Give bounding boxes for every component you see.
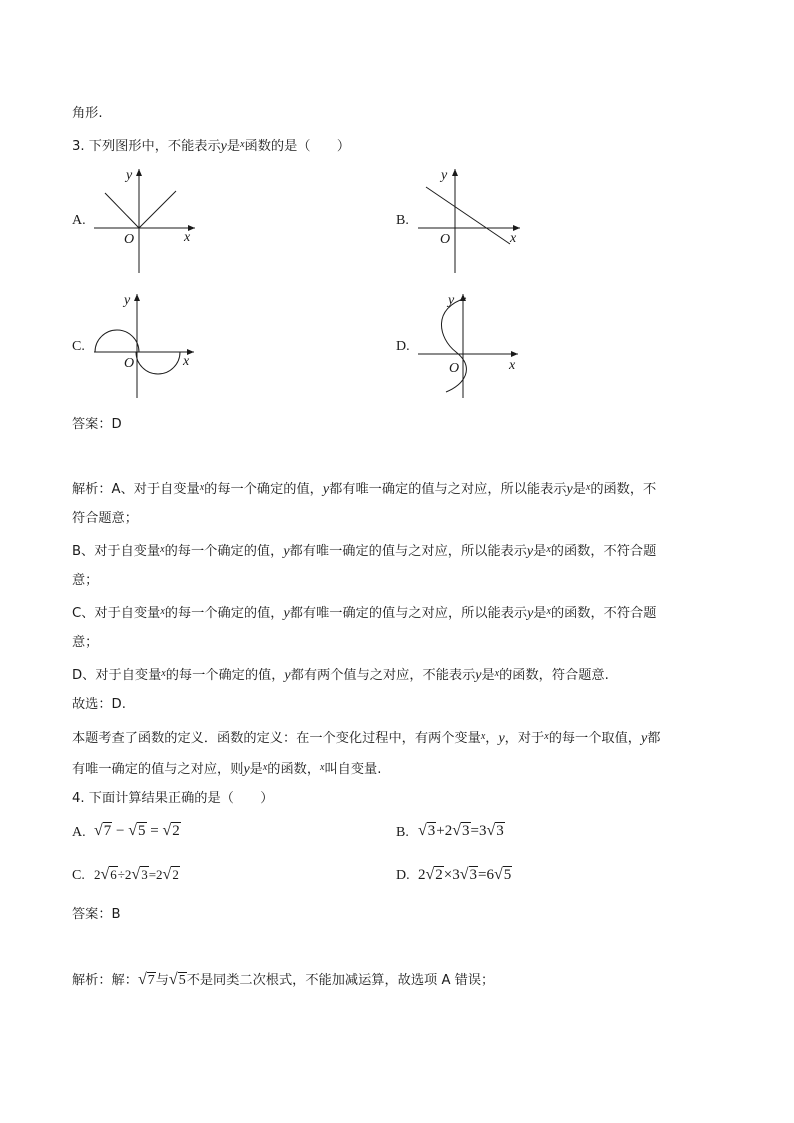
q4-option-d-label: D.	[396, 868, 410, 883]
axis-x-label: x	[184, 230, 191, 245]
q3-choose: 故选：D.	[72, 697, 126, 712]
q3-option-a-label: A.	[72, 213, 86, 228]
q4-option-a-expr: √7 − √5 = √2	[94, 822, 180, 839]
q3-analysis-d: D、对于自变量$^x$的每一个确定的值，y都有两个值与之对应，不能表示y是$^x$的函数，符合题意.	[72, 668, 609, 683]
q3-option-d-label: D.	[396, 339, 410, 354]
q3-graph-d	[414, 290, 524, 400]
axis-x-label: x	[183, 354, 190, 369]
q3-graph-a	[90, 165, 200, 275]
q3-option-c-label: C.	[72, 339, 85, 354]
q3-analysis-a-cont: 符合题意；	[72, 511, 138, 526]
axis-x-label: x	[510, 231, 517, 246]
q4-option-c-expr: 2√6÷2√3=2√2	[94, 866, 179, 883]
q4-option-b-expr: √3+2√3=3√3	[418, 822, 504, 839]
q4-option-d-expr: 2√2×3√3=6√5	[418, 866, 512, 883]
q4-option-b-label: B.	[396, 825, 409, 840]
axis-y-label: y	[448, 293, 455, 308]
q3-graph-c	[90, 290, 200, 400]
origin-label: O	[124, 356, 135, 371]
q3-stem: 3. 下列图形中，不能表示y是$^x$函数的是（ ）	[72, 139, 351, 154]
q4-option-c-label: C.	[72, 868, 85, 883]
axis-y-label: y	[124, 293, 131, 308]
q3-summary-2: 有唯一确定的值与之对应，则y是$^x$的函数，$^x$叫自变量.	[72, 762, 382, 777]
q3-analysis-c-cont: 意；	[72, 635, 99, 650]
q3-summary-1: 本题考查了函数的定义．函数的定义：在一个变化过程中，有两个变量$^x$，y，对于$^x$的每一个取值，y都	[72, 731, 661, 746]
q4-analysis: 解析：解：√7与√5不是同类二次根式，不能加减运算，故选项 A 错误；	[72, 971, 495, 988]
q3-analysis-a: 解析：A、对于自变量$^x$的每一个确定的值，y都有唯一确定的值与之对应，所以能表示y是$^x$的函数，不	[72, 482, 657, 497]
origin-label: O	[440, 232, 451, 247]
q4-option-a-label: A.	[72, 825, 86, 840]
axis-y-label: y	[441, 168, 448, 183]
axis-x-label: x	[509, 358, 516, 373]
q3-analysis-b: B、对于自变量$^x$的每一个确定的值，y都有唯一确定的值与之对应，所以能表示y是$^x$的函数，不符合题	[72, 544, 657, 559]
q4-stem: 4. 下面计算结果正确的是（ ）	[72, 791, 274, 806]
q3-answer: 答案：D	[72, 417, 122, 432]
origin-label: O	[449, 361, 460, 376]
top-line: 角形.	[72, 106, 103, 121]
q3-analysis-c: C、对于自变量$^x$的每一个确定的值，y都有唯一确定的值与之对应，所以能表示y是$^x$的函数，不符合题	[72, 606, 657, 621]
origin-label: O	[124, 232, 135, 247]
q3-analysis-b-cont: 意；	[72, 573, 99, 588]
axis-y-label: y	[126, 168, 133, 183]
q3-graph-b	[414, 165, 524, 275]
q3-option-b-label: B.	[396, 213, 409, 228]
q4-answer: 答案：B	[72, 907, 121, 922]
